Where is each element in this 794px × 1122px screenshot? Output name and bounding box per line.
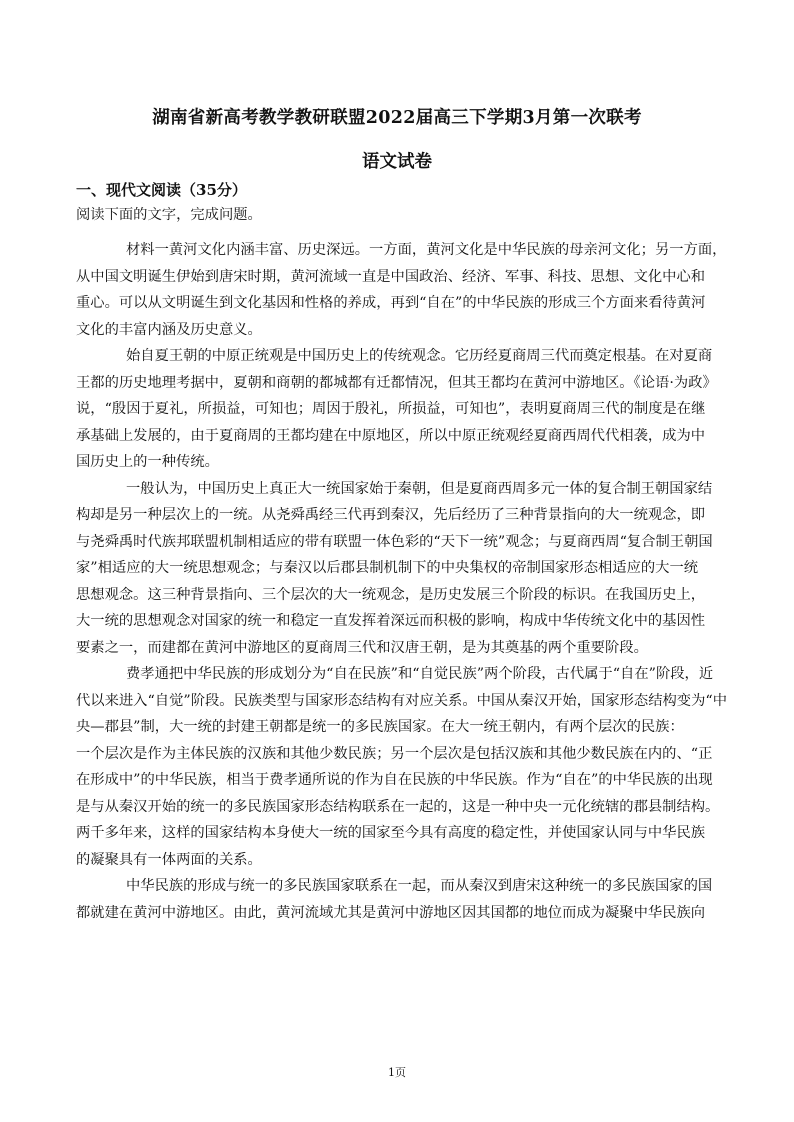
paragraph-line: 材料一黄河文化内涵丰富、历史深远。一方面，黄河文化是中华民族的母亲河文化；另一方面， [126, 242, 727, 258]
paragraph-line: 一个层次是作为主体民族的汉族和其他少数民族；另一个层次是包括汉族和其他少数民族在内的、“正 [76, 745, 713, 762]
paragraph-line: 代以来进入“自觉”阶段。民族类型与国家形态结构有对应关系。中国从秦汉开始，国家形态结构变为“中 [76, 692, 727, 709]
paragraph-line: 思想观念。这三种背景指向、三个层次的大一统观念，是历史发展三个阶段的标识。在我国历史上， [76, 586, 706, 603]
paragraph-line: 从中国文明诞生伊始到唐宋时期，黄河流域一直是中国政治、经济、军事、科技、思想、文化中心和 [76, 268, 706, 285]
paragraph-line: 要素之一，而建都在黄河中游地区的夏商周三代和汉唐王朝，是为其奠基的两个重要阶段。 [76, 639, 648, 656]
paragraph-line: 中华民族的形成与统一的多民族国家联系在一起，而从秦汉到唐宋这种统一的多民族国家的国 [126, 878, 713, 894]
paragraph-line: 文化的丰富内涵及历史意义。 [76, 321, 262, 338]
exam-subtitle: 语文试卷 [362, 152, 432, 172]
paragraph-line: 王都的历史地理考据中，夏朝和商朝的都城都有迁都情况，但其王都均在黄河中游地区。《论语·为政》 [76, 374, 717, 391]
paragraph-line: 两千多年来，这样的国家结构本身使大一统的国家至今具有高度的稳定性，并使国家认同与中华民族 [76, 825, 706, 841]
paragraph-line: 都就建在黄河中游地区。由此，黄河流域尤其是黄河中游地区因其国都的地位而成为凝聚中华民族向 [76, 904, 706, 921]
paragraph-line: 始自夏王朝的中原正统观是中国历史上的传统观念。它历经夏商周三代而奠定根基。在对夏商 [126, 348, 713, 364]
paragraph-line: 大一统的思想观念对国家的统一和稳定一直发挥着深远而积极的影响，构成中华传统文化中的基因性 [76, 613, 706, 629]
exam-title: 湖南省新高考教学教研联盟2022届高三下学期3月第一次联考 [152, 108, 642, 128]
paragraph-line: 是与从秦汉开始的统一的多民族国家形态结构联系在一起的，这是一种中央一元化统辖的郡县制结构。 [76, 798, 720, 815]
paragraph-line: 费孝通把中华民族的形成划分为“自在民族”和“自觉民族”两个阶段，古代属于“自在”阶段，近 [126, 666, 714, 682]
paragraph-line: 国历史上的一种传统。 [76, 454, 219, 470]
paragraph [76, 476, 726, 662]
paragraph [76, 343, 726, 476]
paragraph-line: 说，“殷因于夏礼，所损益，可知也；周因于殷礼，所损益，可知也”，表明夏商周三代的制度是在继 [76, 401, 706, 417]
paragraph-line: 一般认为，中国历史上真正大一统国家始于秦朝，但是夏商西周多元一体的复合制王朝国家结 [126, 480, 713, 497]
section-heading: 一、现代文阅读（35分） [76, 181, 247, 199]
page-number: 1页 [388, 1066, 406, 1079]
article-body [76, 237, 726, 926]
paragraph-line: 重心。可以从文明诞生到文化基因和性格的养成，再到“自在”的中华民族的形成三个方面来看待黄河 [76, 295, 706, 311]
paragraph-line: 家”相适应的大一统思想观念；与秦汉以后郡县制机制下的中央集权的帝制国家形态相适应的大一统 [76, 560, 699, 576]
paragraph-line: 的凝聚具有一体两面的关系。 [76, 851, 262, 868]
paragraph-line: 与尧舜禹时代族邦联盟机制相适应的带有联盟一体色彩的“天下一统”观念；与夏商西周“复合制王朝国 [76, 533, 713, 550]
reading-instruction: 阅读下面的文字，完成问题。 [76, 207, 262, 223]
paragraph-line: 央—郡县”制，大一统的封建王朝都是统一的多民族国家。在大一统王朝内，有两个层次的民族： [76, 719, 684, 735]
paragraph-line: 承基础上发展的，由于夏商周的王都均建在中原地区，所以中原正统观经夏商西周代代相袭，成为中 [76, 427, 706, 444]
paragraph [76, 873, 726, 926]
paragraph-line: 构却是另一种层次上的一统。从尧舜禹经三代再到秦汉，先后经历了三种背景指向的大一统观念，即 [76, 507, 706, 523]
paragraph [76, 661, 726, 873]
paragraph [76, 237, 726, 343]
paragraph-line: 在形成中”的中华民族，相当于费孝通所说的作为自在民族的中华民族。作为“自在”的中华民族的出现 [76, 772, 713, 788]
